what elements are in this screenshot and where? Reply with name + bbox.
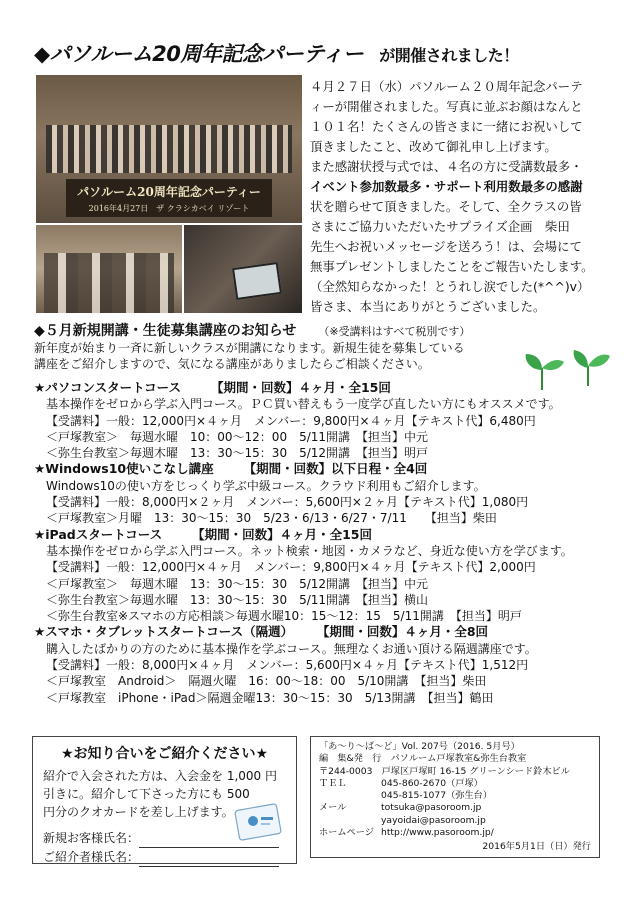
course-name: ★パソコンスタートコース [34, 380, 181, 395]
course-detail: ＜戸塚教室＞ 毎週木曜 13：30～15：30 5/12開講 【担当】中元 [46, 576, 429, 591]
course-name: ★Windows10使いこなし講座 [34, 461, 214, 477]
course-period: 【期間・回数】以下日程・全4回 [243, 461, 428, 477]
course-item [34, 461, 614, 526]
banner-title: パソルーム20周年記念パーティー [77, 185, 261, 199]
issue-line: 「あ～り～ば～ど」Vol. 207号（2016. 5月号） [319, 741, 520, 752]
course-detail: 【受講料】一般：8,000円×４ヶ月 メンバー：5,600円×４ヶ月【テキスト代】1,512円 [46, 658, 529, 673]
course-item [34, 527, 614, 625]
referrer-name-field[interactable] [139, 852, 279, 867]
crowd-image [46, 125, 292, 173]
quo-card-icon [229, 801, 287, 845]
photo-banner [66, 179, 272, 217]
course-title [34, 380, 614, 396]
course-detail: 基本操作をゼロから学ぶ入門コース。ＰＣ買い替えもう一度学び直したい方にもオススメです。 [46, 397, 561, 412]
tel-value: 045-815-1077（弥生台） [381, 790, 493, 802]
tax-note: （※受講料はすべて税別です） [318, 325, 471, 338]
course-title [34, 461, 614, 477]
referral-line: 引きに。紹介して下さった方にも 500 [43, 787, 250, 801]
course-detail: ＜戸塚教室＞月曜 13：30～15：30 5/23・6/13・6/27・7/11 【担当】柴田 [46, 511, 497, 526]
tablet-presentation-photo [184, 225, 302, 313]
referrer-label: ご紹介者様氏名： [43, 850, 140, 864]
address-line: 〒244-0003 戸塚区戸塚町 16-15 グリーンシード鈴木ビル [319, 765, 570, 777]
course-detail: 基本操作をゼロから学ぶ入門コース。ネット検索・地図・カメラなど、身近な使い方を学びます。 [46, 543, 573, 558]
intro-line: さまにご協力いただいたサプライズ企画 柴田 [310, 219, 570, 234]
course-item [34, 624, 614, 705]
course-detail: Windows10の使い方をじっくり学ぶ中級コース。クラウド利用もご紹介します。 [46, 478, 486, 493]
course-name: ★スマホ・タブレットスタートコース（隔週） [34, 624, 294, 640]
section-intro [34, 340, 514, 372]
issue-date: 2016年5月1日（日）発行 [482, 841, 591, 853]
course-detail: ＜弥生台教室＞毎週水曜 13：30～15：30 5/11開講 【担当】横山 [46, 592, 429, 607]
mail-row-1 [319, 802, 599, 814]
course-detail: ＜弥生台教室＞毎週木曜 13：30～15：30 5/12開講 【担当】明戸 [46, 446, 429, 461]
tel-value: 045-860-2670（戸塚） [381, 777, 483, 789]
intro-line: 状を贈らせて頂きました。そして、全クラスの皆 [310, 199, 582, 214]
course-list [34, 380, 614, 706]
course-detail: 【受講料】一般：12,000円×４ヶ月 メンバー：9,800円×４ヶ月【テキスト代】2,000円 [46, 560, 536, 575]
intro-line: ィーが開催されました。写真に並ぶお顔はなんと [310, 99, 583, 114]
colophon-box [310, 736, 600, 858]
course-title [34, 624, 614, 640]
tel-row-1 [319, 778, 599, 790]
intro-line: １０１名！たくさんの皆さまに一緒にお祝いして [310, 119, 583, 134]
section-heading [34, 320, 470, 340]
course-title [34, 527, 614, 543]
referrer-row [43, 848, 296, 867]
course-period: 【期間・回数】４ヶ月・全8回 [323, 624, 489, 640]
tel-row-2 [319, 790, 599, 802]
course-period: 【期間・回数】４ヶ月・全15回 [210, 380, 391, 395]
intro-line: イベント参加数最多・サポート利用数最多の感謝 [310, 179, 583, 194]
party-group-photo [36, 75, 302, 223]
page-title [34, 38, 519, 68]
mail-row-2 [319, 815, 599, 827]
course-detail: ＜戸塚教室 iPhone・iPad＞隔週金曜13：30～15：30 5/13開講 【担当】鶴田 [46, 690, 494, 705]
course-name: ★iPadスタートコース [34, 526, 163, 542]
course-detail: 【受講料】一般：8,000円×２ヶ月 メンバー：5,600円×２ヶ月【テキスト代】1,080円 [46, 495, 529, 510]
referral-line: 円分のクオカードを差し上げます。 [43, 805, 234, 819]
course-detail: ＜弥生台教室※スマホの方応相談＞毎週水曜10：15～12：15 5/11開講 【担当】明戸 [46, 609, 522, 624]
course-detail: ＜戸塚教室 Android＞ 隔週火曜 16：00～18：00 5/10開講 【担当】柴田 [46, 674, 487, 689]
course-item [34, 380, 614, 461]
section-intro-line: 新年度が始まり一斉に新しいクラスが開講になります。新規生徒を募集している [34, 341, 465, 355]
intro-line: 皆さま、本当にありがとうございました。 [310, 299, 546, 314]
award-ceremony-photo [36, 225, 182, 313]
referral-line: 紹介で入会された方は、入会金を 1,000 円 [43, 769, 277, 783]
intro-line: 無事プレゼントしましたことをご報告いたします。 [310, 259, 594, 274]
new-customer-label: 新規お客様氏名： [43, 831, 140, 845]
course-detail: 【受講料】一般：12,000円×４ヶ月 メンバー：9,800円×４ヶ月【テキスト代】6,480円 [46, 413, 536, 428]
banner-date: 2016年4月27日 ザ クラシカベイ リゾート [88, 204, 250, 213]
intro-line: 先生へお祝いメッセージを送ろう！は、会場にて [310, 239, 582, 254]
intro-text [310, 77, 608, 317]
publisher-line: 編 集&発 行 パソルーム戸塚教室&弥生台教室 [319, 753, 527, 765]
section-title: ◆５月新規開講・生徒募集講座のお知らせ [34, 323, 297, 339]
mail-link[interactable]: totsuka@pasoroom.jp [381, 802, 482, 814]
section-intro-line: 講座をご紹介しますので、気になる講座がありましたらご相談ください。 [34, 357, 430, 371]
course-period: 【期間・回数】４ヶ月・全15回 [192, 526, 372, 542]
mail-link[interactable]: yayoidai@pasoroom.jp [381, 814, 486, 826]
intro-line: ４月２７日（水）パソルーム２０周年記念パーテ [310, 79, 583, 94]
tel-label: ＴＥＬ [319, 777, 347, 789]
intro-line: （全然知らなかった！とうれし涙でした(*^^)v） [310, 279, 590, 294]
course-detail: ＜戸塚教室＞ 毎週水曜 10：00～12：00 5/11開講 【担当】中元 [46, 429, 429, 444]
intro-line: 頂きましたこと、改めて御礼申し上げます。 [310, 139, 557, 154]
web-row [319, 827, 599, 839]
headline-main: ◆パソルーム20周年記念パーティー [34, 42, 364, 66]
referral-box [32, 736, 297, 864]
mail-label: メール [319, 802, 347, 814]
referral-title: ★お知り合いをご紹介ください★ [60, 746, 269, 762]
headline-sub: が開催されました！ [379, 46, 519, 65]
web-link[interactable]: http://www.pasoroom.jp/ [381, 827, 494, 839]
web-label: ホームページ [319, 827, 374, 839]
course-detail: 購入したばかりの方のために基本操作を学ぶコース。無理なくお通い頂ける隔週講座です。 [46, 641, 537, 656]
intro-line: また感謝状授与式では、４名の方に受講数最多・ [310, 159, 583, 174]
